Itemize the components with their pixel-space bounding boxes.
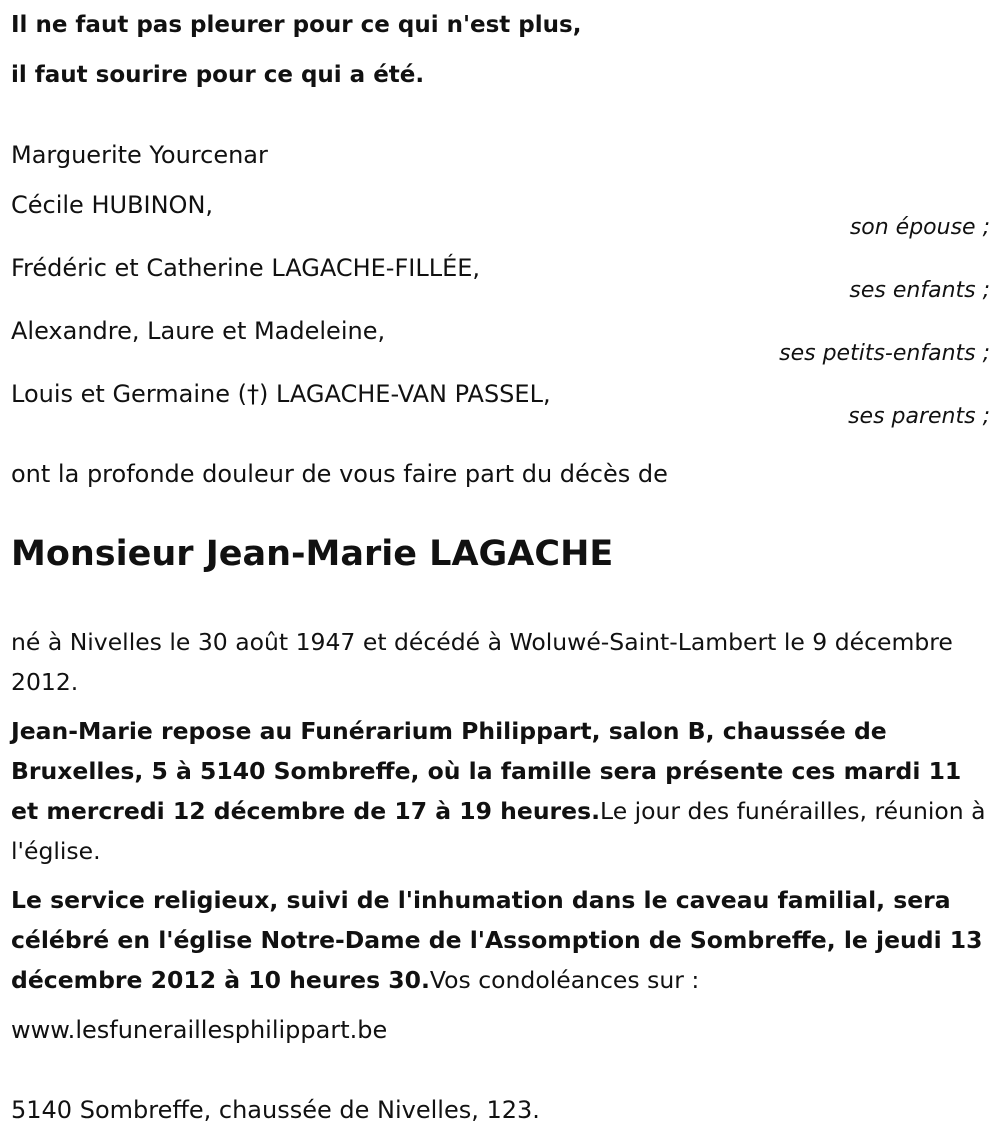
quote-author: Marguerite Yourcenar	[11, 141, 268, 169]
quote-line-2: il faut sourire pour ce qui a été.	[11, 62, 425, 88]
viewing-details: Jean-Marie repose au Funérarium Philippart, salon B, chaussée de Bruxelles, 5 à 5140 Sombreffe, où la famille sera présente ces mardi 11 et mercredi 12 décembre de 17 à 19 heures.	[11, 717, 962, 825]
announcement-text: ont la profonde douleur de vous faire part du décès de	[11, 460, 668, 488]
deceased-name: Monsieur Jean-Marie LAGACHE	[11, 534, 614, 574]
family-relation-spouse: son épouse ;	[849, 215, 990, 240]
family-member-parents: Louis et Germaine (†) LAGACHE-VAN PASSEL,	[11, 380, 551, 408]
family-relation-grandchildren: ses petits-enfants ;	[779, 341, 990, 366]
family-relation-children: ses enfants ;	[849, 278, 990, 303]
birth-death-text: né à Nivelles le 30 août 1947 et décédé à Woluwé-Saint-Lambert le 9 décembre 2012.	[11, 628, 953, 696]
family-member-children: Frédéric et Catherine LAGACHE-FILLÉE,	[11, 254, 481, 282]
viewing-note: Le jour des funérailles, réunion à l'église.	[11, 797, 986, 865]
condolences-note: Vos condoléances sur :	[429, 966, 700, 994]
viewing-paragraph	[11, 711, 989, 871]
quote-line-1: Il ne faut pas pleurer pour ce qui n'est plus,	[11, 12, 582, 38]
service-details: Le service religieux, suivi de l'inhumation dans le caveau familial, sera célébré en l'église Notre-Dame de l'Assomption de Sombreffe, le jeudi 13 décembre 2012 à 10 heures 30.	[11, 886, 983, 994]
family-member-grandchildren: Alexandre, Laure et Madeleine,	[11, 317, 386, 345]
family-member-spouse: Cécile HUBINON,	[11, 191, 214, 219]
address-text: 5140 Sombreffe, chaussée de Nivelles, 123.	[11, 1096, 540, 1124]
family-relation-parents: ses parents ;	[848, 404, 990, 429]
service-paragraph	[11, 880, 989, 1000]
website-link[interactable]: www.lesfuneraillesphilippart.be	[11, 1016, 388, 1044]
